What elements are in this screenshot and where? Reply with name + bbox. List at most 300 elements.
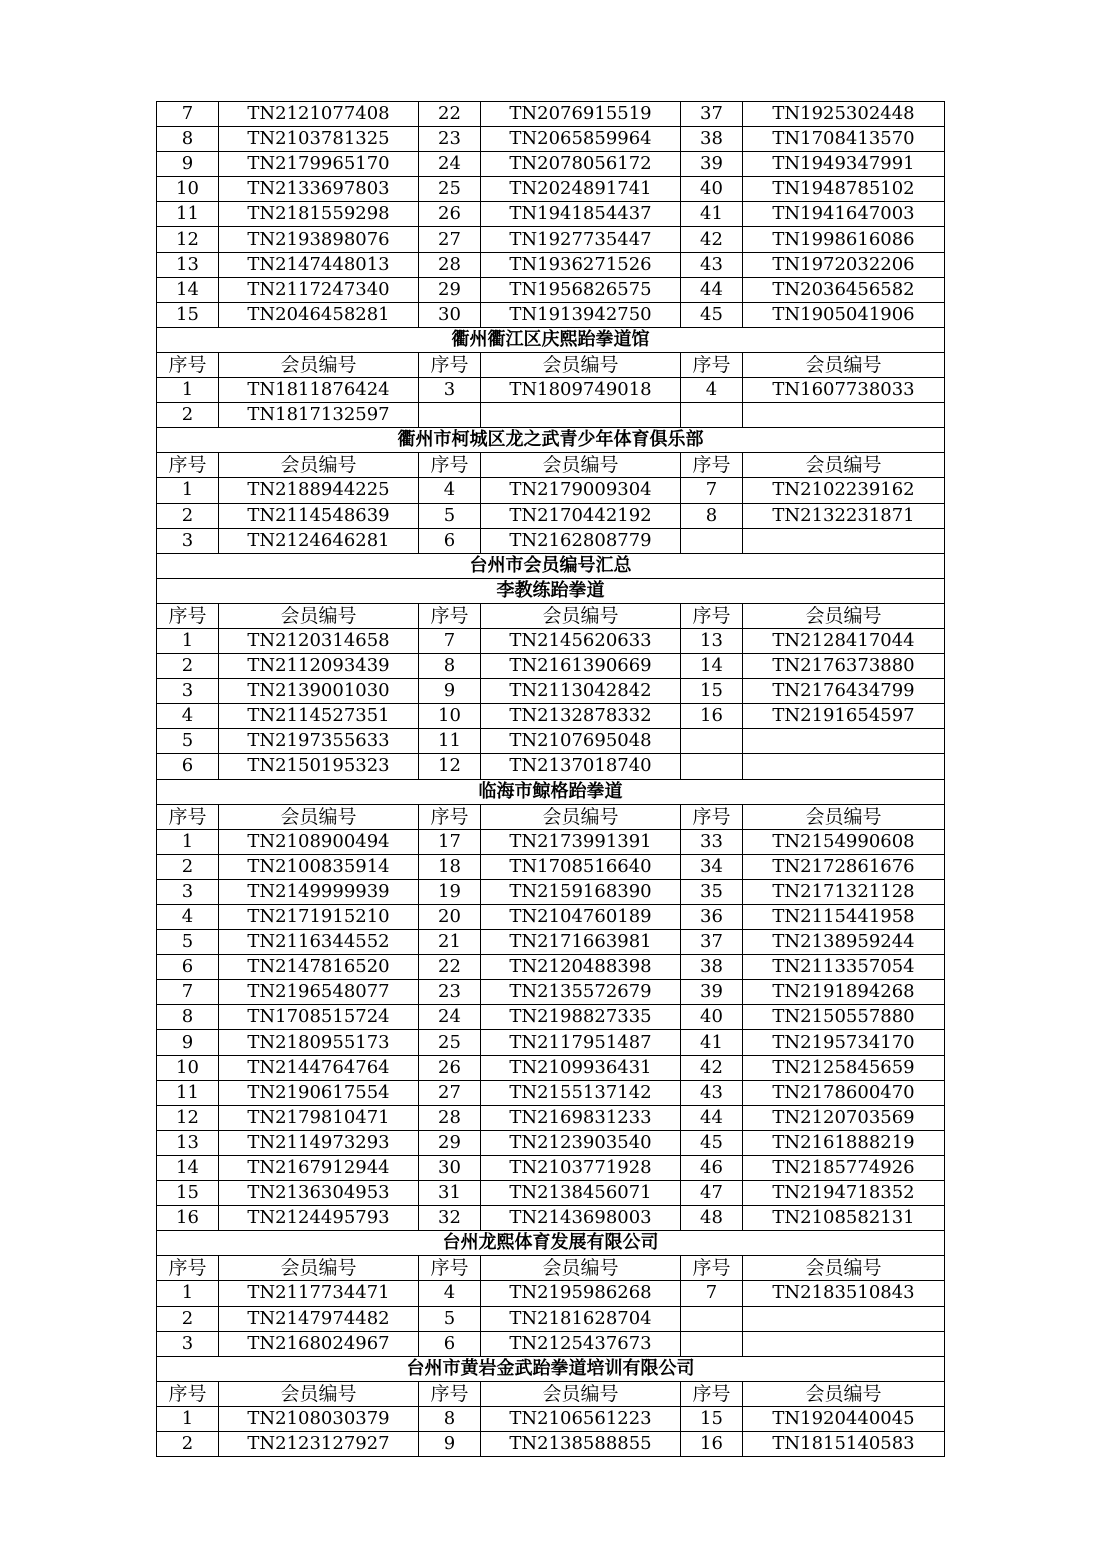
table-row xyxy=(157,1281,945,1306)
seq-cell: 12 xyxy=(157,1105,219,1130)
member-id-cell: TN2078056172 xyxy=(481,152,681,177)
table-row xyxy=(157,628,945,653)
seq-cell: 18 xyxy=(419,854,481,879)
seq-cell: 33 xyxy=(681,829,743,854)
member-id-cell: TN2180955173 xyxy=(219,1030,419,1055)
member-id-cell: TN2171915210 xyxy=(219,905,419,930)
member-id-cell xyxy=(481,403,681,428)
member-id-cell: TN2179965170 xyxy=(219,152,419,177)
member-id-cell: TN2036456582 xyxy=(743,277,945,302)
table-row xyxy=(157,654,945,679)
column-header-row xyxy=(157,453,945,478)
seq-header: 序号 xyxy=(157,1381,219,1406)
seq-header: 序号 xyxy=(157,453,219,478)
member-id-cell: TN2168024967 xyxy=(219,1331,419,1356)
member-id-header: 会员编号 xyxy=(219,352,419,377)
member-id-cell: TN2147974482 xyxy=(219,1306,419,1331)
member-id-cell: TN1708413570 xyxy=(743,127,945,152)
table-row xyxy=(157,854,945,879)
member-id-cell: TN2138588855 xyxy=(481,1431,681,1456)
member-id-cell xyxy=(743,754,945,779)
column-header-row xyxy=(157,603,945,628)
member-id-table-body xyxy=(157,102,945,1457)
seq-cell: 3 xyxy=(157,679,219,704)
member-id-cell: TN2171321128 xyxy=(743,879,945,904)
section-title-row xyxy=(157,327,945,352)
member-id-table xyxy=(156,101,945,1457)
member-id-cell: TN2117247340 xyxy=(219,277,419,302)
member-id-cell: TN2108900494 xyxy=(219,829,419,854)
seq-cell xyxy=(681,1331,743,1356)
member-id-cell: TN2190617554 xyxy=(219,1080,419,1105)
member-id-cell: TN2145620633 xyxy=(481,628,681,653)
seq-cell: 14 xyxy=(681,654,743,679)
member-id-cell: TN2107695048 xyxy=(481,729,681,754)
seq-cell: 34 xyxy=(681,854,743,879)
seq-cell: 6 xyxy=(419,1331,481,1356)
seq-cell: 4 xyxy=(681,378,743,403)
table-row xyxy=(157,302,945,327)
seq-header: 序号 xyxy=(681,352,743,377)
seq-cell: 2 xyxy=(157,503,219,528)
table-row xyxy=(157,1055,945,1080)
member-id-header: 会员编号 xyxy=(743,804,945,829)
member-id-header: 会员编号 xyxy=(743,1381,945,1406)
seq-header: 序号 xyxy=(419,804,481,829)
member-id-header: 会员编号 xyxy=(219,1256,419,1281)
member-id-cell: TN2191894268 xyxy=(743,980,945,1005)
seq-cell: 4 xyxy=(157,704,219,729)
member-id-header: 会员编号 xyxy=(743,352,945,377)
member-id-cell: TN2116344552 xyxy=(219,930,419,955)
member-id-cell: TN2195986268 xyxy=(481,1281,681,1306)
member-id-header: 会员编号 xyxy=(481,804,681,829)
seq-header: 序号 xyxy=(681,603,743,628)
member-id-cell: TN2106561223 xyxy=(481,1406,681,1431)
member-id-cell: TN1972032206 xyxy=(743,252,945,277)
column-header-row xyxy=(157,352,945,377)
section-title: 临海市鲸格跆拳道 xyxy=(157,779,945,804)
seq-header: 序号 xyxy=(419,1381,481,1406)
member-id-cell: TN2171663981 xyxy=(481,930,681,955)
table-row xyxy=(157,980,945,1005)
member-id-header: 会员编号 xyxy=(219,804,419,829)
member-id-header: 会员编号 xyxy=(481,603,681,628)
seq-cell: 2 xyxy=(157,1431,219,1456)
member-id-cell: TN2185774926 xyxy=(743,1155,945,1180)
member-id-header: 会员编号 xyxy=(481,1381,681,1406)
seq-cell: 30 xyxy=(419,1155,481,1180)
member-id-header: 会员编号 xyxy=(481,1256,681,1281)
seq-cell: 1 xyxy=(157,829,219,854)
seq-cell: 2 xyxy=(157,1306,219,1331)
seq-cell: 9 xyxy=(419,1431,481,1456)
member-id-cell: TN2137018740 xyxy=(481,754,681,779)
seq-cell: 11 xyxy=(157,202,219,227)
member-id-cell: TN2196548077 xyxy=(219,980,419,1005)
member-id-cell: TN2114527351 xyxy=(219,704,419,729)
column-header-row xyxy=(157,1381,945,1406)
seq-cell: 5 xyxy=(157,930,219,955)
table-row xyxy=(157,679,945,704)
member-id-cell: TN2147448013 xyxy=(219,252,419,277)
seq-cell: 29 xyxy=(419,1130,481,1155)
table-row xyxy=(157,528,945,553)
member-id-cell: TN2149999939 xyxy=(219,879,419,904)
member-id-cell: TN2179810471 xyxy=(219,1105,419,1130)
seq-cell: 16 xyxy=(157,1206,219,1231)
member-id-cell: TN2198827335 xyxy=(481,1005,681,1030)
seq-cell: 8 xyxy=(157,1005,219,1030)
seq-cell: 26 xyxy=(419,1055,481,1080)
member-id-cell: TN2194718352 xyxy=(743,1181,945,1206)
member-id-cell: TN2179009304 xyxy=(481,478,681,503)
member-id-header: 会员编号 xyxy=(219,603,419,628)
seq-cell: 47 xyxy=(681,1181,743,1206)
member-id-cell: TN1815140583 xyxy=(743,1431,945,1456)
seq-cell: 38 xyxy=(681,127,743,152)
seq-cell: 3 xyxy=(157,879,219,904)
section-title-row xyxy=(157,1356,945,1381)
member-id-cell: TN2103771928 xyxy=(481,1155,681,1180)
table-row xyxy=(157,478,945,503)
seq-cell: 28 xyxy=(419,1105,481,1130)
member-id-cell: TN2167912944 xyxy=(219,1155,419,1180)
seq-cell: 48 xyxy=(681,1206,743,1231)
seq-cell: 40 xyxy=(681,177,743,202)
seq-cell: 2 xyxy=(157,403,219,428)
seq-cell: 39 xyxy=(681,980,743,1005)
section-title-row xyxy=(157,553,945,578)
seq-cell: 13 xyxy=(681,628,743,653)
member-id-cell: TN2150557880 xyxy=(743,1005,945,1030)
member-id-cell: TN2195734170 xyxy=(743,1030,945,1055)
member-id-cell xyxy=(743,1306,945,1331)
member-id-cell: TN2183510843 xyxy=(743,1281,945,1306)
seq-cell: 46 xyxy=(681,1155,743,1180)
seq-cell: 43 xyxy=(681,252,743,277)
table-row xyxy=(157,1406,945,1431)
seq-cell: 30 xyxy=(419,302,481,327)
member-id-cell: TN2155137142 xyxy=(481,1080,681,1105)
table-row xyxy=(157,829,945,854)
seq-cell: 13 xyxy=(157,1130,219,1155)
seq-cell: 22 xyxy=(419,102,481,127)
seq-cell: 8 xyxy=(419,654,481,679)
member-id-cell: TN2138456071 xyxy=(481,1181,681,1206)
seq-cell: 28 xyxy=(419,252,481,277)
seq-header: 序号 xyxy=(681,1381,743,1406)
seq-cell: 22 xyxy=(419,955,481,980)
member-id-header: 会员编号 xyxy=(743,1256,945,1281)
member-id-cell: TN2138959244 xyxy=(743,930,945,955)
seq-cell xyxy=(681,729,743,754)
member-id-cell: TN2120314658 xyxy=(219,628,419,653)
section-title: 台州市黄岩金武跆拳道培训有限公司 xyxy=(157,1356,945,1381)
seq-cell: 10 xyxy=(419,704,481,729)
member-id-cell: TN2108030379 xyxy=(219,1406,419,1431)
table-row xyxy=(157,252,945,277)
member-id-cell: TN1708516640 xyxy=(481,854,681,879)
seq-cell: 7 xyxy=(157,102,219,127)
seq-cell: 27 xyxy=(419,1080,481,1105)
seq-cell: 10 xyxy=(157,177,219,202)
table-row xyxy=(157,378,945,403)
seq-cell xyxy=(681,528,743,553)
seq-cell: 44 xyxy=(681,277,743,302)
table-row xyxy=(157,1431,945,1456)
table-row xyxy=(157,930,945,955)
member-id-cell: TN2104760189 xyxy=(481,905,681,930)
member-id-header: 会员编号 xyxy=(219,1381,419,1406)
member-id-cell: TN2103781325 xyxy=(219,127,419,152)
seq-cell: 40 xyxy=(681,1005,743,1030)
seq-cell: 9 xyxy=(157,1030,219,1055)
member-id-cell: TN1920440045 xyxy=(743,1406,945,1431)
seq-header: 序号 xyxy=(157,804,219,829)
seq-cell: 24 xyxy=(419,1005,481,1030)
member-id-cell: TN2147816520 xyxy=(219,955,419,980)
member-id-cell: TN2176434799 xyxy=(743,679,945,704)
member-id-cell: TN1936271526 xyxy=(481,252,681,277)
member-id-cell: TN1948785102 xyxy=(743,177,945,202)
seq-cell: 13 xyxy=(157,252,219,277)
seq-header: 序号 xyxy=(157,352,219,377)
member-id-cell: TN2143698003 xyxy=(481,1206,681,1231)
seq-cell: 5 xyxy=(419,1306,481,1331)
seq-cell: 44 xyxy=(681,1105,743,1130)
member-id-cell xyxy=(743,729,945,754)
member-id-cell: TN2178600470 xyxy=(743,1080,945,1105)
seq-cell: 6 xyxy=(157,754,219,779)
member-id-cell: TN2117951487 xyxy=(481,1030,681,1055)
seq-cell: 1 xyxy=(157,378,219,403)
section-title: 衢州衢江区庆熙跆拳道馆 xyxy=(157,327,945,352)
member-id-cell: TN2121077408 xyxy=(219,102,419,127)
seq-cell: 23 xyxy=(419,127,481,152)
seq-cell: 11 xyxy=(419,729,481,754)
member-id-cell: TN2120703569 xyxy=(743,1105,945,1130)
seq-cell: 14 xyxy=(157,1155,219,1180)
seq-cell: 38 xyxy=(681,955,743,980)
seq-cell: 1 xyxy=(157,478,219,503)
member-id-cell: TN2169831233 xyxy=(481,1105,681,1130)
seq-cell: 4 xyxy=(419,1281,481,1306)
table-row xyxy=(157,955,945,980)
member-id-cell: TN2181559298 xyxy=(219,202,419,227)
section-title-row xyxy=(157,578,945,603)
member-id-cell: TN1927735447 xyxy=(481,227,681,252)
seq-cell: 4 xyxy=(419,478,481,503)
seq-cell: 27 xyxy=(419,227,481,252)
table-row xyxy=(157,403,945,428)
member-id-cell: TN2159168390 xyxy=(481,879,681,904)
member-id-header: 会员编号 xyxy=(481,352,681,377)
member-id-cell: TN2113357054 xyxy=(743,955,945,980)
member-id-cell: TN2123903540 xyxy=(481,1130,681,1155)
seq-cell: 21 xyxy=(419,930,481,955)
seq-cell xyxy=(681,403,743,428)
table-row xyxy=(157,127,945,152)
member-id-cell: TN2132878332 xyxy=(481,704,681,729)
seq-header: 序号 xyxy=(419,1256,481,1281)
seq-cell: 7 xyxy=(681,478,743,503)
seq-cell: 39 xyxy=(681,152,743,177)
section-title-row xyxy=(157,1231,945,1256)
seq-cell: 7 xyxy=(419,628,481,653)
member-id-cell: TN1998616086 xyxy=(743,227,945,252)
member-id-header: 会员编号 xyxy=(743,453,945,478)
table-row xyxy=(157,729,945,754)
seq-cell: 1 xyxy=(157,1281,219,1306)
table-row xyxy=(157,905,945,930)
member-id-cell: TN2193898076 xyxy=(219,227,419,252)
seq-cell: 42 xyxy=(681,227,743,252)
seq-cell: 37 xyxy=(681,930,743,955)
seq-cell: 1 xyxy=(157,1406,219,1431)
seq-cell xyxy=(419,403,481,428)
seq-cell: 8 xyxy=(419,1406,481,1431)
seq-cell: 41 xyxy=(681,1030,743,1055)
member-id-cell: TN2135572679 xyxy=(481,980,681,1005)
member-id-cell: TN2123127927 xyxy=(219,1431,419,1456)
table-row xyxy=(157,227,945,252)
seq-cell: 24 xyxy=(419,152,481,177)
column-header-row xyxy=(157,1256,945,1281)
member-id-cell: TN1708515724 xyxy=(219,1005,419,1030)
seq-cell: 36 xyxy=(681,905,743,930)
seq-cell: 15 xyxy=(157,1181,219,1206)
seq-cell: 12 xyxy=(419,754,481,779)
member-id-cell: TN2100835914 xyxy=(219,854,419,879)
seq-cell: 7 xyxy=(681,1281,743,1306)
seq-cell: 2 xyxy=(157,654,219,679)
member-id-cell: TN1811876424 xyxy=(219,378,419,403)
seq-cell: 35 xyxy=(681,879,743,904)
member-id-cell: TN2133697803 xyxy=(219,177,419,202)
seq-cell: 10 xyxy=(157,1055,219,1080)
member-id-header: 会员编号 xyxy=(481,453,681,478)
table-row xyxy=(157,1155,945,1180)
seq-cell: 9 xyxy=(157,152,219,177)
table-row xyxy=(157,1331,945,1356)
seq-header: 序号 xyxy=(157,603,219,628)
member-id-cell: TN1817132597 xyxy=(219,403,419,428)
seq-cell: 23 xyxy=(419,980,481,1005)
seq-cell: 5 xyxy=(419,503,481,528)
seq-cell: 19 xyxy=(419,879,481,904)
seq-cell: 43 xyxy=(681,1080,743,1105)
table-row xyxy=(157,1030,945,1055)
seq-cell: 3 xyxy=(157,528,219,553)
member-id-cell: TN2125845659 xyxy=(743,1055,945,1080)
member-id-cell: TN2161888219 xyxy=(743,1130,945,1155)
seq-cell: 9 xyxy=(419,679,481,704)
member-id-cell: TN1956826575 xyxy=(481,277,681,302)
member-id-cell: TN2136304953 xyxy=(219,1181,419,1206)
member-id-cell: TN2065859964 xyxy=(481,127,681,152)
seq-cell: 8 xyxy=(157,127,219,152)
member-id-cell: TN2125437673 xyxy=(481,1331,681,1356)
seq-cell: 2 xyxy=(157,854,219,879)
seq-cell xyxy=(681,754,743,779)
member-id-header: 会员编号 xyxy=(219,453,419,478)
member-id-cell: TN2124495793 xyxy=(219,1206,419,1231)
seq-header: 序号 xyxy=(157,1256,219,1281)
member-id-cell: TN2188944225 xyxy=(219,478,419,503)
seq-header: 序号 xyxy=(681,804,743,829)
member-id-cell: TN2102239162 xyxy=(743,478,945,503)
member-id-cell: TN2124646281 xyxy=(219,528,419,553)
seq-cell: 16 xyxy=(681,1431,743,1456)
table-row xyxy=(157,879,945,904)
member-id-cell: TN2139001030 xyxy=(219,679,419,704)
member-id-cell: TN1941854437 xyxy=(481,202,681,227)
seq-cell: 11 xyxy=(157,1080,219,1105)
table-row xyxy=(157,1105,945,1130)
seq-cell: 4 xyxy=(157,905,219,930)
member-id-cell: TN2170442192 xyxy=(481,503,681,528)
member-id-cell: TN2115441958 xyxy=(743,905,945,930)
seq-cell: 15 xyxy=(681,679,743,704)
seq-cell: 41 xyxy=(681,202,743,227)
member-id-cell: TN2172861676 xyxy=(743,854,945,879)
member-id-cell: TN1905041906 xyxy=(743,302,945,327)
section-title: 李教练跆拳道 xyxy=(157,578,945,603)
table-row xyxy=(157,102,945,127)
table-row xyxy=(157,1181,945,1206)
member-id-cell: TN2024891741 xyxy=(481,177,681,202)
member-id-cell: TN2191654597 xyxy=(743,704,945,729)
section-title: 衢州市柯城区龙之武青少年体育俱乐部 xyxy=(157,428,945,453)
seq-cell: 16 xyxy=(681,704,743,729)
member-id-cell: TN2162808779 xyxy=(481,528,681,553)
member-id-cell: TN2144764764 xyxy=(219,1055,419,1080)
table-row xyxy=(157,277,945,302)
member-id-cell: TN2197355633 xyxy=(219,729,419,754)
member-id-cell: TN1607738033 xyxy=(743,378,945,403)
seq-cell: 31 xyxy=(419,1181,481,1206)
seq-header: 序号 xyxy=(419,453,481,478)
table-row xyxy=(157,152,945,177)
seq-cell: 29 xyxy=(419,277,481,302)
member-id-cell: TN2181628704 xyxy=(481,1306,681,1331)
seq-cell: 7 xyxy=(157,980,219,1005)
member-id-cell: TN2113042842 xyxy=(481,679,681,704)
member-id-cell: TN1809749018 xyxy=(481,378,681,403)
member-id-header: 会员编号 xyxy=(743,603,945,628)
member-id-cell: TN2132231871 xyxy=(743,503,945,528)
seq-cell: 6 xyxy=(157,955,219,980)
seq-cell: 20 xyxy=(419,905,481,930)
member-id-cell: TN2114973293 xyxy=(219,1130,419,1155)
member-id-cell: TN2117734471 xyxy=(219,1281,419,1306)
section-title-row xyxy=(157,779,945,804)
table-row xyxy=(157,1130,945,1155)
member-id-cell: TN2114548639 xyxy=(219,503,419,528)
seq-cell: 15 xyxy=(681,1406,743,1431)
member-id-cell: TN2161390669 xyxy=(481,654,681,679)
member-id-cell: TN2076915519 xyxy=(481,102,681,127)
member-id-cell: TN2112093439 xyxy=(219,654,419,679)
member-id-cell: TN2109936431 xyxy=(481,1055,681,1080)
member-id-cell: TN2173991391 xyxy=(481,829,681,854)
seq-cell: 26 xyxy=(419,202,481,227)
table-row xyxy=(157,202,945,227)
member-id-cell xyxy=(743,528,945,553)
member-id-cell xyxy=(743,403,945,428)
seq-cell: 3 xyxy=(157,1331,219,1356)
